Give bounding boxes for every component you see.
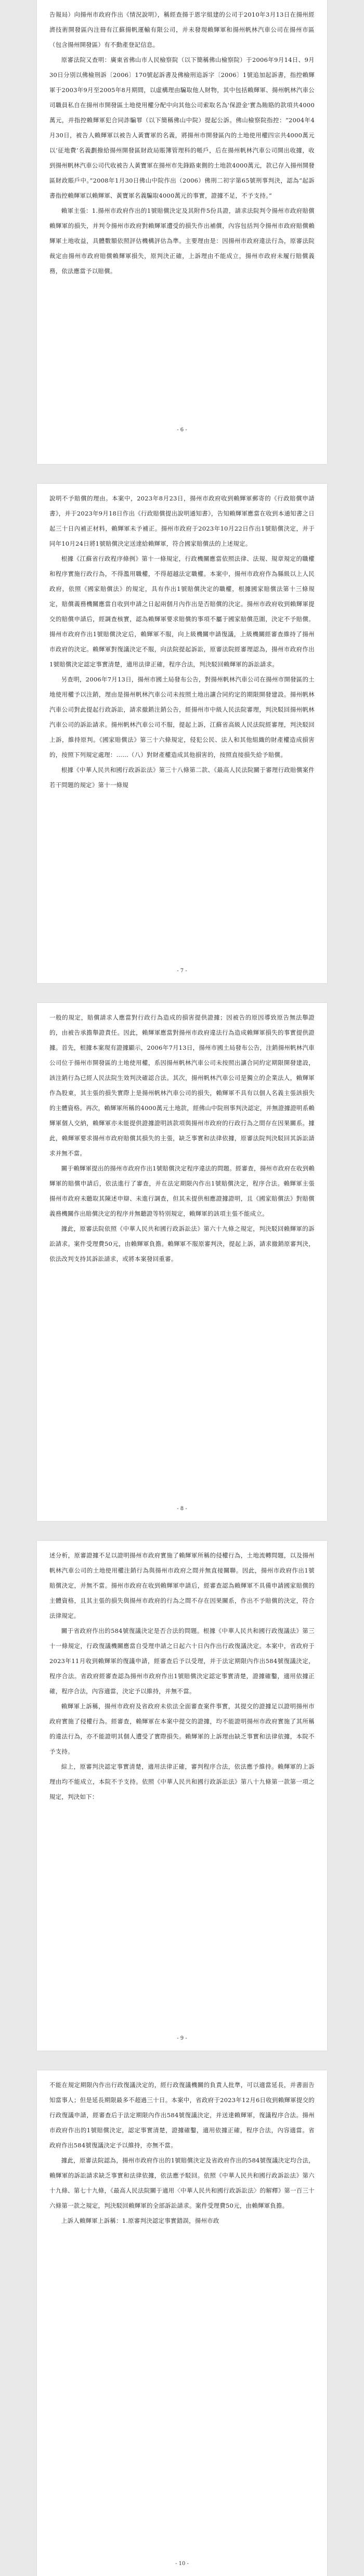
document-page-10 [37,2070,327,2576]
page-number: - 9 - [177,2036,187,2041]
paragraph: 述分析，原審證據不足以證明揚州市政府實施了賴輝軍所稱的侵權行為，土地流轉問題，以及揚州帆林汽車公司的土地使用權注銷行為與揚州市政府之間并無直接關聯。因此，揚州市政府作出1號賠償決定，并無不當。揚州市政府在收到賴輝軍申請后，經審查認為賴輝軍不具備申請國家賠償的主體資格，且其主張的損失與揚州市政府的行為之間不存在因果關系，作出不予賠償的決定，符合法律規定。 [49,1552,315,1619]
paragraph: 上訴人賴輝軍上訴稱：1.原審判決認定事實錯誤，揚州市政 [61,2217,219,2224]
paragraph: 關于賴輝軍提出的揚州市政府作出1號賠償決定程序違法的問題。經審查，揚州市政府在收到賴輝軍的賠償申請后，依法進行了審查，并在法定期限內作出1號賠償決定，程序合法。賴輝軍主張揚州市政府未聽取其陳述申辯、未進行調查，但其未提供相應證據證明，且《國家賠償法》對賠償義務機關作出賠償決定的程序并無聽證等特別規定，賴輝軍的該項主張不能成立。 [49,1165,315,1217]
page-number: - 7 - [177,968,187,974]
page-number: - 10 - [175,2561,189,2567]
page-content [49,2078,315,2229]
document-page-8 [37,1003,327,1521]
paragraph: 關于省政府作出的584號復議決定是否合法的問題。根據《中華人民共和國行政復議法》第三十一條規定，行政復議機關應當自受理申請之日起六十日內作出行政復議決定。本案中，省政府于2023年11月收到賴輝軍的復議申請，經審查后予以受理，并于法定期限內作出584號復議決定，程序合法。省政府經審查認為揚州市政府作出1號賠償決定認定事實清楚，證據確鑿，適用依據正確，程序合法，內容適當，決定予以維持，并無不當。 [49,1627,315,1695]
paragraph: 一般的規定，賠償請求人應當對行政行為造成的損害提供證據；因被告的原因導致原告無法舉證的，由被告承擔舉證責任。因此，賴輝軍應當對揚州市政府違法行為造成賴輝軍損失的事實提供證據。首先，根據本案現有證據顯示，2006年7月13日，揚州市國土局發布公告，注銷揚州帆林汽車公司位于揚州市開發區的土地使用權，系因揚州帆林汽車公司未按照出讓合同約定期限開發建設，該注銷行為已經人民法院生效判決確認合法。其次，揚州帆林汽車公司是獨立的企業法人，賴輝軍作為股東，其主張的損失實際上是揚州帆林汽車公司的損失，賴輝軍不具有以個人名義主張該損失的主體資格。再次，賴輝軍所稱的4000萬元土地款，經佛山中院刑事判決認定，并無證據證明系賴輝軍個人交納，賴輝軍亦未能提供證據證明該款項與揚州市政府的行政行為之間存在因果關系。據此，賴輝軍要求揚州市政府賠償其損失的主張，缺乏事實和法律依據，原審法院判決駁回其訴訟請求并無不當。 [49,1014,315,1157]
paragraph: 說明不予賠償的理由。本案中，2023年8月23日，揚州市政府收到賴輝軍郵寄的《行政賠償申請書》，并于2023年9月18日作出《行政賠償提出說明通知書》，告知賴輝軍應當在收到本通知書之日起三十日內補正材料，賴輝軍未予補正。揚州市政府于2023年10月22日作出1號賠償決定，并于同年10月24日將1號賠償決定送達給賴輝軍，符合國家賠償法的上述規定。 [49,495,315,547]
page-number: - 8 - [177,1506,187,1512]
document-page-9 [37,1541,327,2051]
document-page-6 [37,0,327,464]
paragraph: 另查明，2006年7月13日，揚州市國土局發布公告，對揚州帆林汽車公司在揚州市開發區的土地使用權予以注銷，理由是揚州帆林汽車公司未按照土地出讓合同約定的期限開發建設。揚州帆林汽車公司對此提起行政訴訟，請求撤銷注銷公告，經揚州市中級人民法院審理，判決駁回揚州帆林汽車公司的訴訟請求。揚州帆林汽車公司不服，提起上訴，江蘇省高級人民法院經審理，判決駁回上訴，維持原判。《國家賠償法》第三十六條規定，侵犯公民、法人和其他組織的財產權造成損害的，按照下列規定處理：……（八）對財產權造成其他損害的，按照直接損失給予賠償。 [49,676,315,758]
page-content [49,7,315,279]
page-number: - 6 - [177,427,187,433]
paragraph: 根據《中華人民共和國行政訴訟法》第三十八條第二款、《最高人民法院關于審理行政賠償案件若干問題的規定》第十一條規 [49,766,315,789]
paragraph: 據此，原審法院認為，揚州市政府作出的1號賠償決定及省政府作出的584號復議決定均合法，賴輝軍的訴訟請求缺乏事實和法律依據，依法應予駁回。依照《中華人民共和國行政訴訟法》第六十九條、第七十九條，《最高人民法院關于適用〈中華人民共和國行政訴訟法〉的解釋》第一百三十六條第一款之規定，判決駁回賴輝軍的全部訴訟請求。案件受理費50元，由賴輝軍負擔。 [49,2157,315,2209]
page-content [49,1010,315,1267]
page-content [49,1548,315,1805]
paragraph: 綜上，原審判決認定事實清楚，適用法律正確，審判程序合法，依法應予維持。賴輝軍的上訴理由均不能成立，本院不予支持。依照《中華人民共和國行政訴訟法》第八十九條第一款第一項之規定，判決如下： [49,1763,315,1800]
document-page-7 [37,484,327,983]
paragraph: 告報局）向揚州市政府作出《情況說明》，稱經查揚于恩字組建的公司于2010年3月13日在揚州經濟技術開發區內注冊有江蘇揚帆運輸有限公司，并未發現賴輝軍和揚州帆林汽車公司在揚州市區（包含揚州開發區）有不動產登記信息。 [49,11,315,48]
page-content [49,491,315,793]
paragraph: 據此，原審法院依照《中華人民共和國行政訴訟法》第六十九條之規定，判決駁回賴輝軍的訴訟請求。案件受理費50元，由賴輝軍負擔。賴輝軍不服原審判決，提起上訴，請求撤銷原審判決，依法改判支持其訴訟請求，或將本案發回重審。 [49,1225,315,1263]
paragraph: 不能在規定期限內作出行政復議決定的，經行政復議機關的負責人批準，可以適當延長，并書面告知當事人；但是延長期限最多不超過三十日。本案中，省政府于2023年12月6日收到賴輝軍提交的行政復議申請，經審查后于法定期限內作出584號復議決定，并送達賴輝軍，復議程序合法。揚州市政府作出的1號賠償決定，認定事實清楚，證據確鑿，適用依據正確，程序合法，內容適當。省政府作出584號復議決定予以維持，亦無不當。 [49,2081,315,2149]
paragraph: 賴輝軍上訴稱，揚州市政府及省政府未依法全面審查案件事實，其提交的證據足以證明揚州市政府實施了侵權行為。經審查，賴輝軍在本案中提交的證據，均不能證明揚州市政府實施了其所稱的違法行為，亦不能證明其個人遭受了實際損失。賴輝軍的上訴理由缺乏事實和法律依據，本院不予支持。 [49,1703,315,1755]
paragraph: 賴軍主張：1.揚州市政府作出的1號賠償決定及其附件5份具證，請求法院判令揚州市政府賠償賴輝軍的損失，并判令揚州市政府對賴輝軍遭受的損失作出補償，內容包括判令揚州市政府賠償賴輝軍土地收益，具體數額依照評估機構評估為準。主要理由是：因揚州市政府違法行為，原審法院裁定由揚州市政府賠償賴輝軍損失，原判決正確，上訴理由不能成立，揚州市政府未履行賠償義務，依法應當予以賠償。 [49,207,315,275]
paragraph: 根據《江蘇省行政程序條例》第十一條規定，行政機關應當依照法律、法規、規章規定的職權和程序實施行政行為，不得濫用職權，不得超越法定職權。本案中，揚州市政府作為縣級以上人民政府，依照《國家賠償法》的規定，具有作出1號賠償決定的職權，根據國家賠償法第十三條規定，賠償義務機關應當自收到申請之日起兩個月內作出是否賠償的決定。揚州市政府收到賴輝軍提交的賠償申請后，經調查核實，認為賴輝軍要求賠償的事項不屬于國家賠償范圍，決定不予賠償。揚州市政府作出1號賠償決定后，賴輝軍不服，向上級機關申請復議，上級機關經審查維持了揚州市政府的決定。賴輝軍對復議決定不服，向法院提起訴訟，原審法院經審理認為，揚州市政府作出1號賠償決定認定事實清楚，適用法律正確，程序合法，判決駁回賴輝軍的訴訟請求。 [49,555,315,668]
paragraph: 原審法院又查明：廣東省佛山市人民檢察院（以下簡稱佛山檢察院）于2006年9月14日、9月30日分別以佛檢刑訴〔2006〕170號起訴書及佛檢刑追訴字〔2006〕1號追加起訴書，指控賴輝軍于2003年9月至2005年8月期間，以虛構理由騙取他人財物，其中包括賴輝軍、揚州帆林汽車公司職員私自在揚州市開發區土地使用權分配中向其他公司索取名為'保證金'實為賄賂的款項共4000萬元，并指控賴輝軍犯合同詐騙罪（以下簡稱佛山中院）提起公訴。佛山檢察院指控：“2004年4月30日，被告人賴輝軍以被告人黃寶軍的名義，將揚州市開發區內的土地使用權四宗共4000萬元以‘征地費’名義劃撥給揚州開發區財政局賬簿管理科的帳戶，后在揚州帆林汽車公司開出收據，收到揚州帆林汽車公司代收被告人黃寶軍在揚州市先鋒路東側的土地款4000萬元，款已存入揚州開發區財政賬戶中。”2008年1月30日佛山中院作出（2006）佛刑二初字第65號刑事判決，認為“起訴書指控賴輝軍以賴輝軍、黃寶軍名義騙取4000萬元的事實，證據不足，不予支持。” [49,56,315,199]
